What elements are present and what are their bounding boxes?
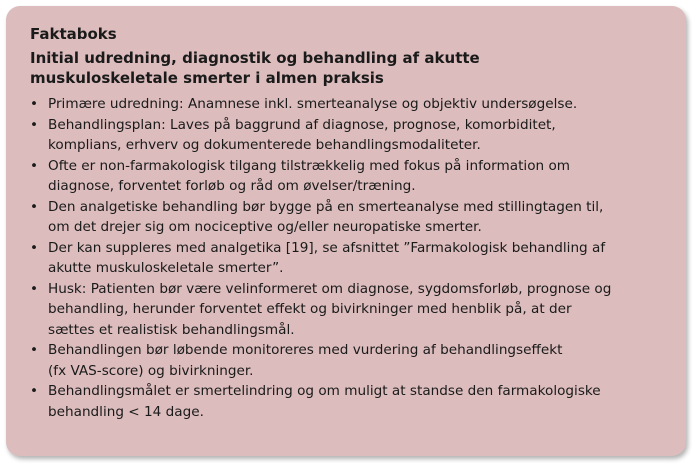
factbox-title-line-2: muskuloskeletale smerter i almen praksis <box>30 69 384 87</box>
list-item-line-2: om det drejer sig om nociceptive og/eller neuropatiske smerter. <box>48 219 482 235</box>
list-item-line-2: (fx VAS-score) og bivirkninger. <box>48 362 254 379</box>
list-item <box>30 340 670 381</box>
list-item <box>30 381 670 422</box>
factbox-list <box>30 94 670 422</box>
factbox-label: Faktaboks <box>30 25 117 43</box>
list-item <box>30 115 670 156</box>
factbox <box>6 6 686 456</box>
list-item-line-1: Behandlingsplan: Laves på baggrund af diagnose, prognose, komorbiditet, <box>48 116 556 133</box>
list-item-line-1: Behandlingen bør løbende monitoreres med vurdering af behandlingseffekt <box>48 342 563 358</box>
bullet-icon: • <box>30 383 39 399</box>
list-item-line-2: diagnose, forventet forløb og råd om øvelser/træning. <box>48 178 416 194</box>
bullet-icon: • <box>30 342 39 358</box>
list-item <box>30 279 670 341</box>
list-item <box>30 156 670 197</box>
list-item-line-3: sættes et realistisk behandlingsmål. <box>48 321 295 338</box>
bullet-icon: • <box>30 96 39 112</box>
list-item-line-1: Behandlingsmålet er smertelindring og om muligt at standse den farmakologiske <box>48 383 601 399</box>
list-item-line-1: Der kan suppleres med analgetika [19], se afsnittet ”Farmakologisk behandling af <box>48 239 606 256</box>
list-item <box>30 197 670 238</box>
bullet-icon: • <box>30 157 39 174</box>
list-item-line-2: komplians, erhverv og dokumenterede behandlingsmodaliteter. <box>48 137 481 153</box>
bullet-icon: • <box>30 280 39 297</box>
factbox-title <box>30 48 670 88</box>
bullet-icon: • <box>30 198 39 215</box>
list-item-line-1: Husk: Patienten bør være velinformeret om diagnose, sygdomsforløb, prognose og <box>48 280 612 297</box>
list-item <box>30 238 670 279</box>
list-item-line-1: Ofte er non-farmakologisk tilgang tilstrækkelig med fokus på information om <box>48 157 571 174</box>
bullet-icon: • <box>30 116 39 133</box>
list-item <box>30 94 670 115</box>
list-item-line-2: behandling, herunder forventet effekt og bivirkninger med henblik på, at der <box>48 301 572 317</box>
factbox-title-line-1: Initial udredning, diagnostik og behandling af akutte <box>30 49 480 67</box>
list-item-line-2: behandling < 14 dage. <box>48 403 204 420</box>
list-item-line-1: Primære udredning: Anamnese inkl. smerteanalyse og objektiv undersøgelse. <box>48 96 578 112</box>
list-item-line-2: akutte muskuloskeletale smerter”. <box>48 260 284 276</box>
list-item-line-1: Den analgetiske behandling bør bygge på en smerteanalyse med stillingtagen til, <box>48 198 604 215</box>
bullet-icon: • <box>30 239 39 256</box>
